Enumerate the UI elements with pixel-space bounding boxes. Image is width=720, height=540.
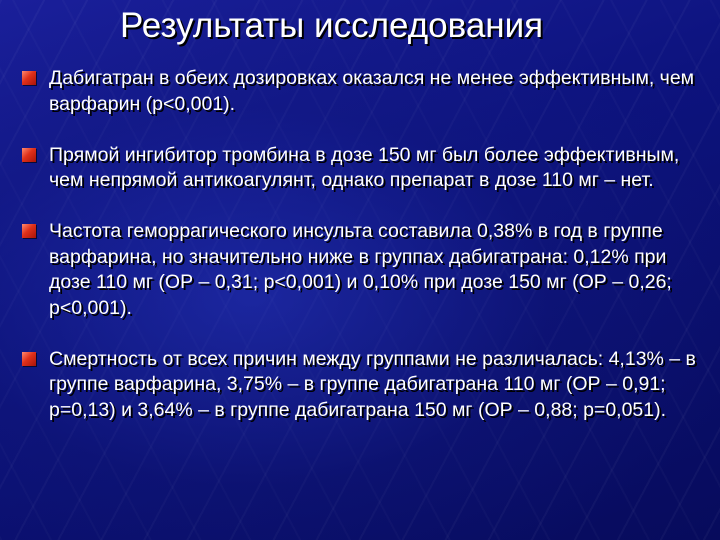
- square-bullet-icon: [22, 224, 36, 238]
- square-bullet-icon: [22, 71, 36, 85]
- bullet-item: [22, 66, 712, 117]
- bullet-text: Прямой ингибитор тромбина в дозе 150 мг был более эффективным, чем непрямой антикоагулянт, однако препарат в дозе 110 мг – нет.: [49, 143, 680, 191]
- square-bullet-icon: [22, 352, 36, 366]
- bullet-item: [22, 347, 712, 424]
- bullet-text: Частота геморрагического инсульта составила 0,38% в год в группе варфарина, но значительно ниже в группах дабигатрана: 0,12% при дозе 110 мг (ОР – 0,31; р<0,001) и 0,10% при дозе 150 мг (ОР – 0,26; р<0,001).: [49, 220, 672, 319]
- bullet-text: Дабигатран в обеих дозировках оказался не менее эффективным, чем варфарин (р<0,001).: [49, 67, 695, 115]
- bullet-list: [22, 66, 712, 449]
- slide-title: Результаты исследования: [120, 6, 544, 45]
- bullet-item: [22, 219, 712, 321]
- square-bullet-icon: [22, 148, 36, 162]
- bullet-item: [22, 143, 712, 194]
- bullet-text: Смертность от всех причин между группами не различалась: 4,13% – в группе варфарина, 3,75% – в группе дабигатрана 110 мг (ОР – 0,91; р=0,13) и 3,64% – в группе дабигатрана 150 мг (ОР – 0,88; р=0,051).: [49, 347, 696, 421]
